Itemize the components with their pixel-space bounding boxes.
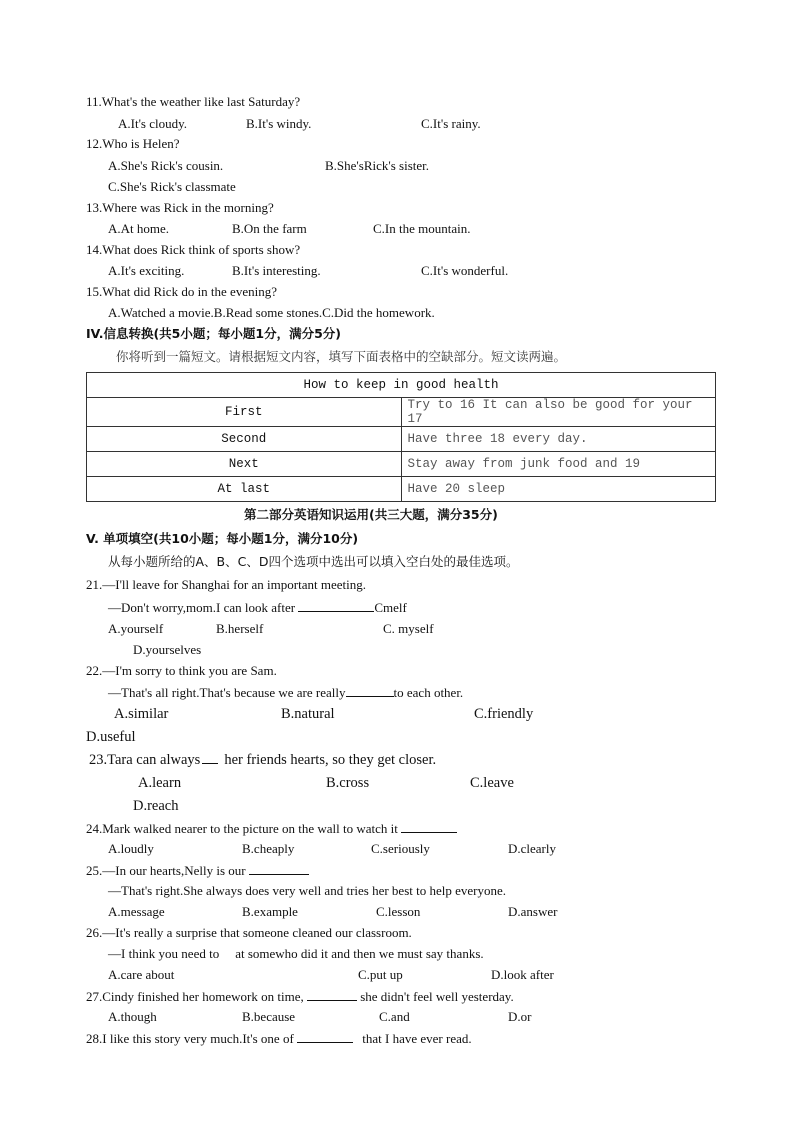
answer-blank (249, 862, 309, 875)
question-12-option-b: B.She'sRick's sister. (325, 158, 429, 173)
answer-blank (346, 684, 394, 697)
question-22-line-2-start: —That's all right.That's because we are really (108, 685, 346, 700)
question-24-stem (86, 820, 457, 837)
question-15-stem: 15.What did Rick do in the evening? (86, 284, 277, 299)
health-table-title: How to keep in good health (87, 373, 716, 398)
question-21-stem: 21.—I'll leave for Shanghai for an important meeting. (86, 577, 366, 592)
section-5-instruction: 从每小题所给的A、B、C、D四个选项中选出可以填入空白处的最佳选项。 (108, 554, 519, 569)
question-22-option-c: C.friendly (474, 706, 534, 722)
row-text: Have 20 sleep (401, 477, 716, 502)
question-23-stem-end: her friends hearts, so they get closer. (224, 752, 437, 768)
question-26-line-2-start: —I think you need to (108, 946, 220, 961)
row-text: Try to 16 It can also be good for your 17 (401, 398, 716, 427)
question-23-option-b: B.cross (326, 775, 370, 791)
table-row (87, 427, 716, 452)
question-27-option-c: C.and (379, 1009, 410, 1024)
question-24-option-b: B.cheaply (242, 841, 295, 856)
question-11-stem: 11.What's the weather like last Saturday? (86, 94, 301, 109)
answer-blank (298, 599, 374, 612)
question-21-option-d: D.yourselves (133, 642, 202, 657)
question-25-stem (86, 862, 309, 879)
question-26-option-a: A.care about (108, 967, 175, 982)
table-row (87, 452, 716, 477)
question-22-line-2 (108, 684, 463, 701)
question-27-option-a: A.though (108, 1009, 157, 1024)
question-22-line-2-end: to each other. (393, 685, 464, 700)
question-21-line-2 (108, 599, 407, 616)
question-21-line-2-start: —Don't worry,mom.I can look after (108, 600, 296, 615)
question-28-stem (86, 1030, 472, 1047)
part-2-heading: 第二部分英语知识运用(共三大题，满分35分) (244, 507, 498, 522)
row-label: At last (87, 477, 402, 502)
question-28-stem-end: that I have ever read. (362, 1031, 472, 1046)
question-23-option-c: C.leave (470, 775, 514, 791)
question-28-stem-start: 28.I like this story very much.It's one of (86, 1031, 294, 1046)
question-13-stem: 13.Where was Rick in the morning? (86, 200, 274, 215)
question-22-stem: 22.—I'm sorry to think you are Sam. (86, 663, 277, 678)
question-26-stem: 26.—It's really a surprise that someone cleaned our classroom. (86, 925, 412, 940)
question-12-option-c: C.She's Rick's classmate (108, 179, 236, 194)
answer-blank (307, 988, 357, 1001)
question-13-option-c: C.In the mountain. (373, 221, 471, 236)
question-27-stem (86, 988, 514, 1005)
question-25-line-2: —That's right.She always does very well and tries her best to help everyone. (108, 883, 507, 898)
question-26-option-c: C.put up (358, 967, 403, 982)
question-25-option-a: A.message (108, 904, 165, 919)
section-4-heading: IV.信息转换(共5小题；每小题1分，满分5分) (86, 326, 341, 341)
row-label: First (87, 398, 402, 427)
question-22-option-d: D.useful (86, 729, 136, 745)
row-text: Stay away from junk food and 19 (401, 452, 716, 477)
question-23-option-a: A.learn (138, 775, 182, 791)
question-23-option-d: D.reach (133, 798, 179, 814)
section-4-instruction: 你将听到一篇短文。请根据短文内容，填写下面表格中的空缺部分。短文读两遍。 (116, 349, 567, 364)
question-23-stem-start: 23.Tara can always (89, 752, 201, 768)
row-label: Next (87, 452, 402, 477)
question-27-option-b: B.because (242, 1009, 296, 1024)
question-21-line-2-end: Cmelf (374, 600, 407, 615)
question-21-option-b: B.herself (216, 621, 264, 636)
question-26-option-d: D.look after (491, 967, 554, 982)
question-11-option-c: C.It's rainy. (421, 116, 481, 131)
section-5-heading: V. 单项填空(共10小题；每小题1分，满分10分) (86, 531, 359, 546)
question-25-option-d: D.answer (508, 904, 558, 919)
row-label: Second (87, 427, 402, 452)
question-27-stem-start: 27.Cindy finished her homework on time, (86, 989, 304, 1004)
question-21-option-a: A.yourself (108, 621, 164, 636)
question-21-option-c: C. myself (383, 621, 434, 636)
table-row (87, 477, 716, 502)
question-25-option-b: B.example (242, 904, 298, 919)
question-14-option-b: B.It's interesting. (232, 263, 321, 278)
question-26-line-2-end: at somewho did it and then we must say thanks. (235, 946, 484, 961)
question-14-option-a: A.It's exciting. (108, 263, 185, 278)
question-12-stem: 12.Who is Helen? (86, 136, 180, 151)
question-14-option-c: C.It's wonderful. (421, 263, 509, 278)
question-24-stem-text: 24.Mark walked nearer to the picture on the wall to watch it (86, 821, 398, 836)
question-15-options: A.Watched a movie.B.Read some stones.C.Did the homework. (108, 305, 435, 320)
question-24-option-a: A.loudly (108, 841, 154, 856)
question-25-option-c: C.lesson (376, 904, 421, 919)
health-table (86, 372, 716, 502)
question-22-option-b: B.natural (281, 706, 335, 722)
row-text: Have three 18 every day. (401, 427, 716, 452)
question-13-option-a: A.At home. (108, 221, 170, 236)
question-26-line-2 (108, 946, 484, 962)
question-27-option-d: D.or (508, 1009, 532, 1024)
question-27-stem-end: she didn't feel well yesterday. (360, 989, 514, 1004)
question-25-stem-text: 25.—In our hearts,Nelly is our (86, 863, 246, 878)
answer-blank (202, 751, 218, 764)
question-24-option-d: D.clearly (508, 841, 557, 856)
question-12-option-a: A.She's Rick's cousin. (108, 158, 224, 173)
question-11-option-a: A.It's cloudy. (118, 116, 188, 131)
question-13-option-b: B.On the farm (232, 221, 307, 236)
table-row (87, 398, 716, 427)
question-24-option-c: C.seriously (371, 841, 430, 856)
question-11-option-b: B.It's windy. (246, 116, 312, 131)
answer-blank (297, 1030, 353, 1043)
question-23-stem (89, 751, 436, 769)
answer-blank (401, 820, 457, 833)
question-14-stem: 14.What does Rick think of sports show? (86, 242, 301, 257)
question-22-option-a: A.similar (114, 706, 169, 722)
